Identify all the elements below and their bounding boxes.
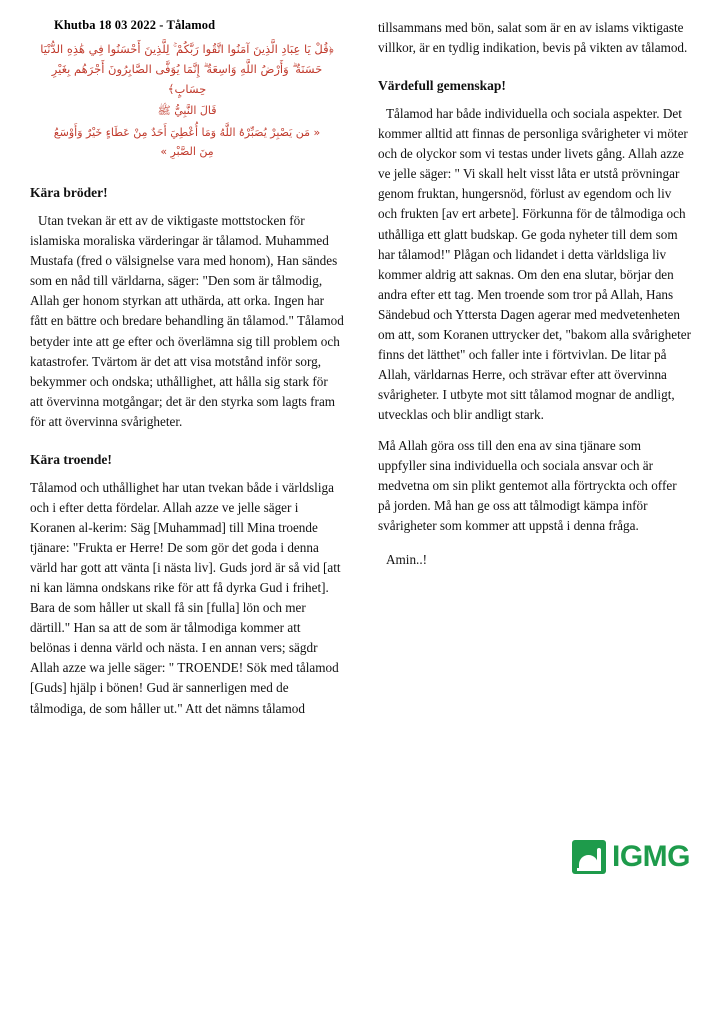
mosque-dome-shape [579,855,598,869]
paragraph-continuation: tillsammans med bön, salat som är en av islams viktigaste villkor, är en tydlig indikation, bevis på vikten av tålamod. [378,20,688,56]
logo-text: IGMG [612,840,690,873]
paragraph-quran-quotes: Tålamod och uthållighet har utan tvekan både i världsliga och i efter detta fördelar. Allah azze ve jelle säger i Koranen al-kerim: Säg [Muhammad] till Mina troende tjänare: "Frukta er Herre! De som gör det goda i denna värld har gott att vänta [i nästa liv]. Guds jord är så vid [att ni kan lämna ondskans rike för att få dyrka Gud i frihet]. Bara de som håller ut skall få sin [fulla] lön och mer därtill." Han sa att de som är tålmodiga kommer att belönas i denna värld och nästa. I en annan vers; sägdr Allah azze wa jelle säger: " TROENDE! Sök med tålamod [Guds] hjälp i bönen! Gud är sannerligen med de tålmodiga, de som håller ut." Att det nämns tålamod [30,479,341,716]
arabic-quran-line-2: حَسَنَةٌ ۗ وَأَرْضُ اللَّهِ وَاسِعَةٌ ۗ إِنَّمَا يُوَفَّى الصَّابِرُونَ أَجْرَهُم بِغَيْرِ [51,62,323,77]
mosque-minaret-shape [597,848,601,869]
right-column [378,18,692,571]
document-title: Khutba 18 03 2022 - Tålamod [54,18,216,32]
paragraph-tolerance-intro: Utan tvekan är ett av de viktigaste mottstocken för islamiska moraliska värderingar är tålamod. Muhammed Mustafa (fred o välsignelse vara med honom), Han sändes som en nåd till världarna, säger: "Den som är tålmodig, Allah ger honom styrkan att uthärda, att orka. Ingen har fått en bättre och bredare behandling än tålamod." Tålamod betyder inte att ge efter och överlämna sig till problem och katastrofer. Tvärtom är det att visa motstånd inför sorg, bekymmer och ondska; uthållighet, att hålla sig stark för att övervinna motgångar; det är den styrka som lagts fram för att övervinna svårigheter. [30,213,344,429]
closing-amin: Amin..! [386,552,428,568]
igmg-logo [572,840,690,874]
section-heading-vardefull-gemenskap: Värdefull gemenskap! [378,78,506,94]
arabic-quran-line-3: حِسَابٍ﴾ [167,82,207,97]
section-heading-kara-broder: Kära bröder! [30,185,108,201]
mosque-base-shape [577,868,601,871]
paragraph-social-aspects: Tålamod har både individuella och sociala aspekter. Det kommer alltid att finnas de personliga svårigheter vi möter och de olyckor som vi testas under livets gång. Allah azze ve jelle säger: " Vi skall helt visst låta er utstå prövningar genom fruktan, hungersnöd, förlust av egendom och liv och frukten [av ert arbete]. Förkunna för de tålmodiga och uthålliga ett glatt budskap. Ge goda nyheter till dem som har tålamod!" Plågan och lidandet i detta världsliga liv kommer aldrig att saknas. Om den ena slutar, börjar den andra efter ett tag. Men troende som tror på Allah, Hans Sändebud och Yttersta Dagen agerar med medvetenheten om att, som Koranen uttrycker det, "bakom alla svårigheter finns det lätthet" och faller inte i förtvivlan. De litar på Allah, världarnas Herre, och strävar efter att övervinna svårigheter. I utbyte mot sitt tålamod mognar de andligt, utvecklas och blir andligt stark. [378,106,691,423]
arabic-hadith-label-text: قَالَ النَّبِيُّ ﷺ [157,104,217,118]
section-heading-kara-troende: Kära troende! [30,451,112,467]
paragraph-dua: Må Allah göra oss till den ena av sina tjänare som uppfyller sina individuella och sociala ansvar och är medvetna om sin plikt gentemot alla förtryckta och offer på jorden. Må han ge oss att tålmodigt kämpa inför svårigheter som kommer att uppstå i denna fråga. [378,438,677,534]
arabic-quran-line-1: ﴿قُلْ يَا عِبَادِ الَّذِينَ آمَنُوا اتَّقُوا رَبَّكُمْ ۚ لِلَّذِينَ أَحْسَنُوا فِي هَٰذِهِ الدُّنْيَا [40,42,334,56]
two-column-layout [30,18,694,730]
left-column [30,18,344,730]
arabic-hadith [30,123,344,162]
arabic-quran-verse [30,39,344,99]
mosque-icon [572,840,606,874]
arabic-hadith-label [30,101,344,120]
arabic-hadith-line-2: مِنَ الصَّبْرِ » [160,144,214,158]
arabic-hadith-line-1: « مَن يَصْبِرْ يُصَبِّرْهُ اللَّهُ وَمَا أُعْطِيَ أَحَدٌ مِنْ عَطَاءٍ خَيْرٌ وَأَوْسَعُ [53,125,321,139]
